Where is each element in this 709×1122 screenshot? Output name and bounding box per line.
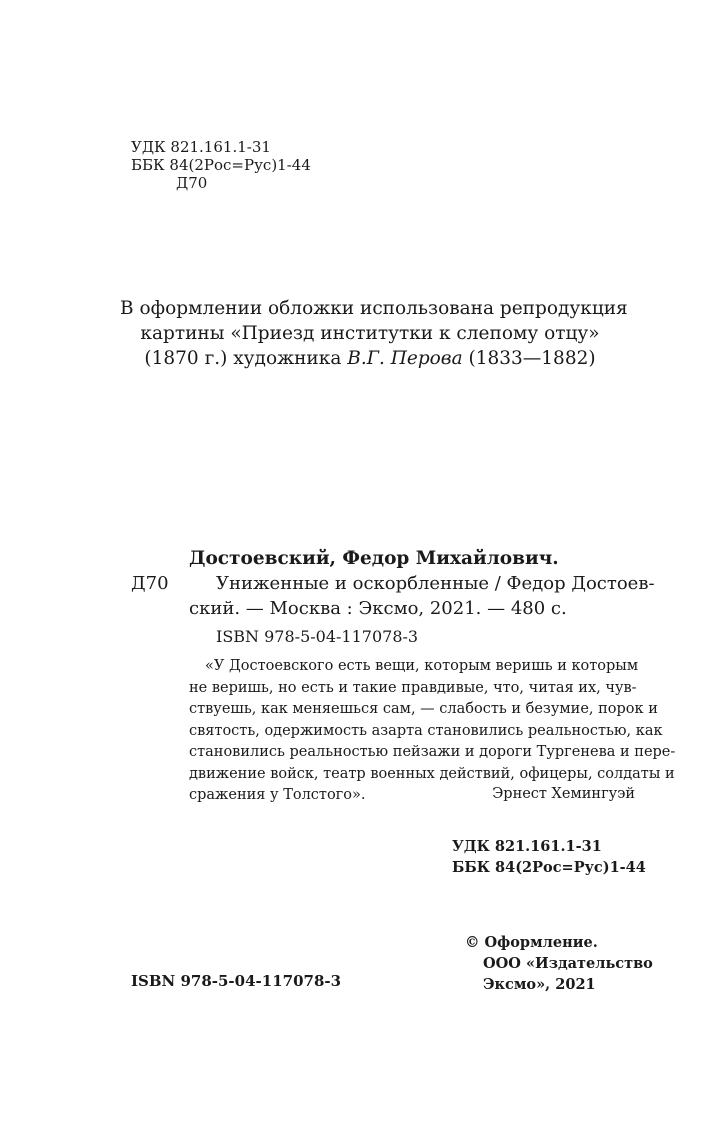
annotation-quote bbox=[189, 656, 676, 807]
annotation-line: «У Достоевского есть вещи, которым веришь и которым bbox=[205, 658, 639, 674]
author-heading: Достоевский, Федор Михайлович. bbox=[189, 548, 559, 569]
udk-code-bottom: УДК 821.161.1-31 bbox=[452, 838, 602, 855]
annotation-line: движение войск, театр военных действий, офицеры, солдаты и bbox=[189, 765, 675, 782]
copyright-line: ООО «Издательство bbox=[483, 955, 653, 972]
quote-signature: Эрнест Хемингуэй bbox=[492, 786, 635, 802]
top-classification-codes bbox=[131, 138, 311, 192]
bottom-classification-codes bbox=[452, 836, 646, 878]
cover-note-line: картины «Приезд институтки к слепому отцу» bbox=[140, 323, 600, 344]
cover-note-line: В оформлении обложки использована репродукция bbox=[120, 298, 628, 319]
annotation-line: сражения у Толстого». bbox=[189, 787, 366, 803]
annotation-line: ствуешь, как меняешься сам, — слабость и безумие, порок и bbox=[189, 701, 658, 717]
artist-dates: (1833—1882) bbox=[462, 348, 596, 369]
annotation-line: становились реальностью пейзажи и дороги Тургенева и пере- bbox=[189, 744, 676, 760]
title-line: ский. — Москва : Эксмо, 2021. — 480 с. bbox=[189, 598, 567, 619]
author-mark: Д70 bbox=[176, 174, 208, 192]
udk-code: УДК 821.161.1-31 bbox=[131, 138, 271, 156]
isbn-main: ISBN 978-5-04-117078-3 bbox=[216, 627, 419, 646]
bbk-code: ББК 84(2Рос=Рус)1-44 bbox=[131, 156, 311, 174]
annotation-line: святость, одержимость азарта становились реальностью, как bbox=[189, 722, 663, 739]
copyright-block bbox=[465, 932, 653, 995]
bbk-code-bottom: ББК 84(2Рос=Рус)1-44 bbox=[452, 859, 646, 876]
cover-note-line bbox=[120, 346, 620, 371]
artist-name: В.Г. Перова bbox=[347, 348, 463, 369]
copyright-line: © Оформление. bbox=[465, 934, 598, 951]
isbn-bottom: ISBN 978-5-04-117078-3 bbox=[131, 972, 342, 990]
annotation-line: не веришь, но есть и такие правдивые, что, читая их, чув- bbox=[189, 679, 637, 696]
copyright-line: Эксмо», 2021 bbox=[483, 976, 596, 993]
title-line: Униженные и оскорбленные / Федор Достоев- bbox=[216, 573, 655, 594]
cover-note-year: (1870 г.) художника bbox=[144, 348, 348, 369]
author-mark-left: Д70 bbox=[131, 573, 169, 594]
cover-note bbox=[120, 296, 628, 371]
